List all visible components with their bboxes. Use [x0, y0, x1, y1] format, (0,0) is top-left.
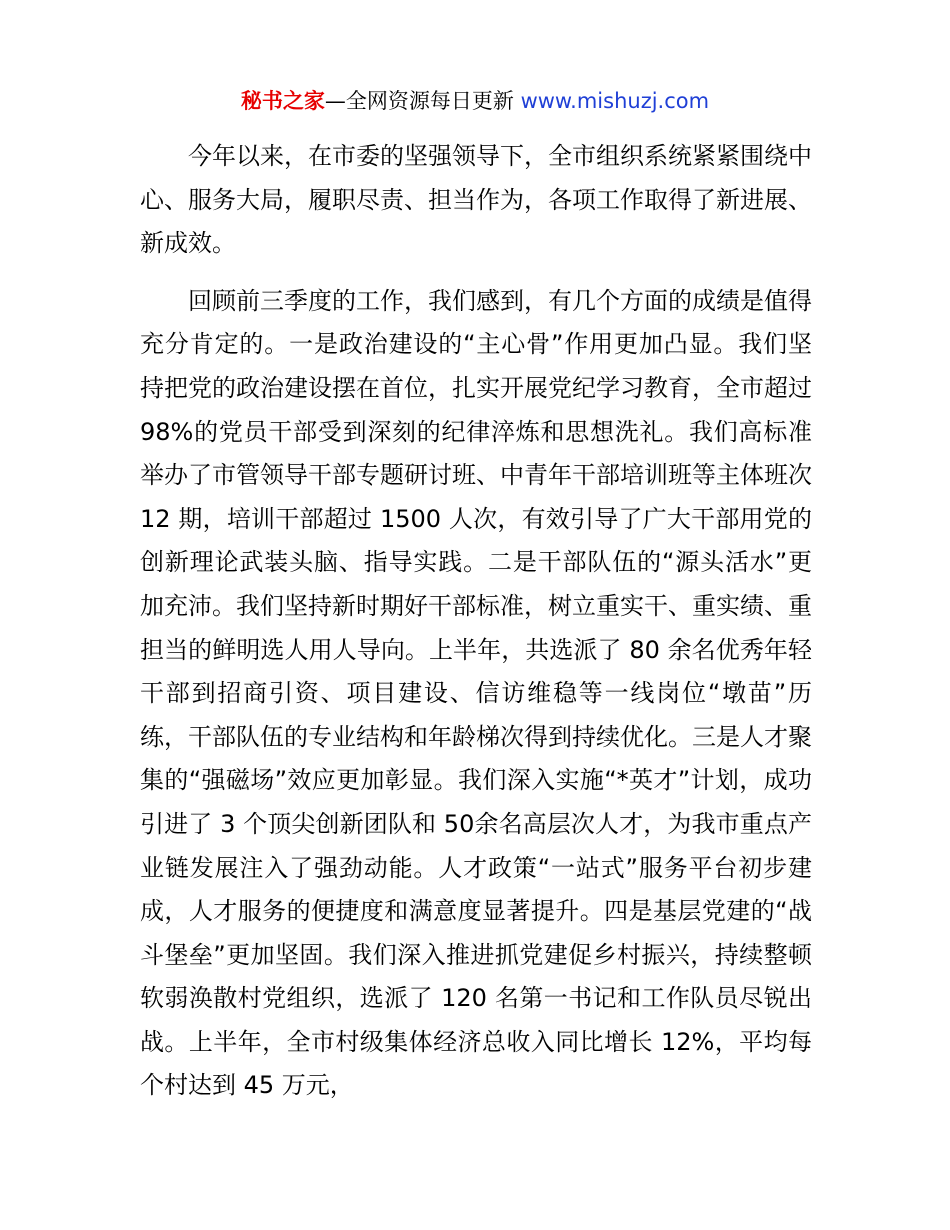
paragraph-review: 回顾前三季度的工作，我们感到，有几个方面的成绩是值得充分肯定的。一是政治建设的“主心骨”作用更加凸显。我们坚持把党的政治建设摆在首位，扎实开展党纪学习教育，全市超过 98%的党员干部受到深刻的纪律淬炼和思想洗礼。我们高标准举办了市管领导干部专题研讨班、中青年干部培训班等主体班次 12 期，培训干部超过 1500 人次，有效引导了广大干部用党的创新理论武装头脑、指导实践。二是干部队伍的“源头活水”更加充沛。我们坚持新时期好干部标准，树立重实干、重实绩、重担当的鲜明选人用人导向。上半年，共选派了 80 余名优秀年轻干部到招商引资、项目建设、信访维稳等一线岗位“墩苗”历练，干部队伍的专业结构和年龄梯次得到持续优化。三是人才聚集的“强磁场”效应更加彰显。我们深入实施“*英才”计划，成功引进了 3 个顶尖创新团队和 50余名高层次人才，为我市重点产业链发展注入了强劲动能。人才政策“一站式”服务平台初步建成，人才服务的便捷度和满意度显著提升。四是基层党建的“战斗堡垒”更加坚固。我们深入推进抓党建促乡村振兴，持续整顿软弱涣散村党组织，选派了 120 名第一书记和工作队员尽锐出战。上半年，全市村级集体经济总收入同比增长 12%，平均每个村达到 45 万元，	[140, 286, 812, 1100]
header-tagline: —全网资源每日更新	[324, 89, 521, 113]
document-body	[140, 135, 812, 1108]
site-header	[0, 86, 950, 116]
site-url-link[interactable]: www.mishuzj.com	[520, 89, 710, 113]
paragraph-intro: 今年以来，在市委的坚强领导下，全市组织系统紧紧围绕中心、服务大局，履职尽责、担当作为，各项工作取得了新进展、新成效。	[140, 142, 812, 258]
brand-name: 秘书之家	[240, 89, 325, 113]
